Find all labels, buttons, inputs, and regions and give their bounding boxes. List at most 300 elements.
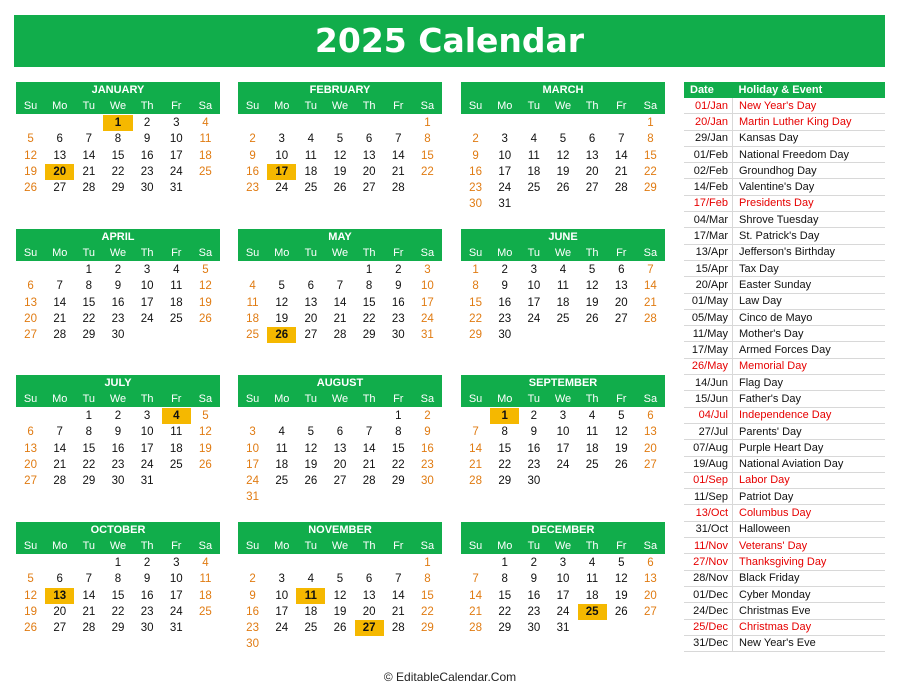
day-cell: 24 (556, 458, 570, 471)
day-cell: 3 (143, 410, 151, 422)
day-cell: 12 (556, 149, 570, 162)
day-cell: 26 (585, 312, 599, 325)
day-cell: 14 (333, 296, 347, 309)
day-cell: 17 (556, 442, 570, 455)
holiday-date: 07/Aug (684, 440, 733, 456)
day-cell: 13 (304, 296, 318, 309)
day-cell: 14 (53, 442, 67, 455)
weekday-label: Fr (171, 100, 182, 112)
holiday-name: Cinco de Mayo (733, 309, 886, 325)
day-cell: 24 (169, 165, 183, 178)
day-cell: 19 (24, 165, 37, 178)
holiday-date: 01/Feb (684, 146, 733, 162)
day-cell: 28 (469, 622, 482, 635)
day-cell: 15 (111, 589, 125, 602)
weekday-header (238, 391, 442, 407)
weekday-label: Tu (304, 540, 318, 552)
day-cell: 14 (53, 296, 67, 309)
holiday-row (684, 130, 885, 146)
weekday-label: Su (23, 540, 38, 552)
day-cell: 8 (85, 426, 93, 439)
day-cell: 21 (53, 458, 67, 471)
day-cell: 17 (140, 296, 154, 309)
day-cell: 14 (391, 149, 405, 162)
day-cell: 11 (275, 442, 288, 455)
day-cell: 17 (169, 589, 183, 602)
holiday-name: Mother's Day (733, 326, 886, 342)
holiday-date: 01/May (684, 293, 733, 309)
day-cell: 20 (644, 442, 657, 455)
day-cell: 6 (336, 426, 344, 439)
day-cell: 28 (82, 622, 96, 635)
holiday-row (684, 228, 885, 244)
day-cell: 28 (362, 475, 376, 488)
weekday-label: Sa (420, 540, 435, 552)
day-cell: 4 (588, 410, 596, 422)
day-cell: 4 (307, 573, 315, 586)
weekday-label: We (109, 393, 127, 405)
day-cell: 26 (556, 182, 570, 195)
day-cell: 8 (424, 573, 431, 586)
holiday-date: 26/May (684, 358, 733, 374)
day-cell: 19 (199, 296, 212, 309)
day-cell: 1 (424, 117, 431, 129)
weekday-label: Fr (393, 393, 404, 405)
holiday-date: 04/Jul (684, 407, 733, 423)
day-cell: 10 (556, 573, 570, 586)
weekday-label: Th (585, 393, 599, 405)
day-cell: 21 (614, 165, 628, 178)
empty-cell (461, 408, 490, 424)
day-cell: 20 (362, 605, 376, 618)
empty-cell (461, 555, 490, 571)
day-cell: 15 (362, 296, 376, 309)
day-cell: 21 (469, 605, 482, 618)
empty-cell (238, 262, 267, 278)
day-cell: 20 (24, 312, 37, 325)
day-cell: 21 (82, 165, 96, 178)
weekday-label: Th (362, 540, 376, 552)
day-cell: 17 (275, 605, 289, 618)
day-cell: 1 (472, 264, 479, 276)
day-cell: 1 (395, 410, 402, 422)
weekday-label: Th (585, 100, 599, 112)
holiday-date: 15/Apr (684, 260, 733, 276)
day-cell: 3 (249, 426, 256, 439)
day-cell: 10 (140, 280, 154, 293)
day-cell: 17 (140, 442, 154, 455)
day-cell: 21 (644, 296, 657, 309)
day-cell: 23 (498, 312, 512, 325)
holiday-name: Jefferson's Birthday (733, 244, 886, 260)
day-cell: 4 (278, 426, 285, 439)
weekday-label: We (331, 100, 349, 112)
holiday-date: 11/May (684, 326, 733, 342)
day-cell: 19 (333, 605, 347, 618)
day-cell: 9 (114, 426, 122, 439)
weekday-header (238, 245, 442, 261)
day-cell: 23 (527, 458, 541, 471)
month-name: OCTOBER (16, 522, 220, 538)
day-cell: 22 (469, 312, 482, 325)
day-cell: 21 (82, 605, 96, 618)
holiday-row (684, 472, 885, 488)
day-cell: 6 (56, 573, 63, 586)
day-cell: 23 (140, 605, 154, 618)
holiday-name: Purple Heart Day (733, 440, 886, 456)
day-cell: 19 (199, 442, 212, 455)
day-cell: 27 (24, 475, 37, 488)
weekday-label: Sa (198, 247, 213, 259)
empty-cell (519, 115, 548, 131)
day-cell: 16 (246, 165, 259, 178)
holiday-name: National Aviation Day (733, 456, 886, 472)
month-name: JULY (16, 375, 220, 391)
day-cell: 16 (246, 605, 259, 618)
day-cell: 27 (24, 329, 37, 342)
day-cell: 19 (614, 589, 628, 602)
day-cell: 17 (169, 149, 183, 162)
day-cell: 21 (469, 458, 482, 471)
day-cell: 24 (527, 312, 541, 325)
weekday-label: Fr (393, 100, 404, 112)
day-cell: 31 (421, 329, 434, 342)
weekday-label: Fr (616, 540, 627, 552)
day-cell: 25 (556, 312, 570, 325)
month-name: JANUARY (16, 82, 220, 98)
weekday-label: Th (362, 100, 376, 112)
holiday-date: 20/Apr (684, 277, 733, 293)
day-cell: 11 (586, 573, 599, 586)
day-cell: 27 (355, 620, 384, 636)
day-cell: 18 (199, 149, 212, 162)
day-cell: 8 (647, 133, 654, 146)
day-cell: 18 (246, 312, 259, 325)
day-cell: 6 (365, 133, 373, 146)
day-cell: 19 (24, 605, 37, 618)
empty-cell (45, 115, 74, 131)
day-cell: 12 (304, 442, 318, 455)
day-cell: 22 (644, 165, 657, 178)
day-cell: 25 (527, 182, 541, 195)
holiday-name: Armed Forces Day (733, 342, 886, 358)
weekday-label: Tu (82, 540, 96, 552)
holiday-name: Presidents Day (733, 195, 886, 211)
holiday-row (684, 163, 885, 179)
day-cell: 14 (362, 442, 376, 455)
day-cell: 24 (275, 182, 289, 195)
weekday-label: Th (140, 100, 154, 112)
holiday-date: 13/Apr (684, 244, 733, 260)
day-cell: 17 (246, 458, 259, 471)
empty-cell (16, 262, 45, 278)
day-cell: 20 (53, 605, 67, 618)
month-december (461, 522, 665, 636)
day-cell: 13 (362, 149, 376, 162)
weekday-label: Sa (643, 393, 658, 405)
day-cell: 13 (585, 149, 599, 162)
empty-cell (296, 408, 325, 424)
day-cell: 15 (498, 589, 512, 602)
holiday-name: Kansas Day (733, 130, 886, 146)
weekday-header (238, 538, 442, 554)
day-cell: 16 (469, 165, 482, 178)
holiday-name: Veterans' Day (733, 538, 886, 554)
weekday-label: Fr (171, 247, 182, 259)
weekday-label: We (331, 393, 349, 405)
date-column-header: Date (684, 82, 733, 98)
day-cell: 15 (644, 149, 657, 162)
day-cell: 12 (614, 573, 628, 586)
day-cell: 26 (333, 182, 347, 195)
day-cell: 22 (82, 312, 96, 325)
weekday-label: Su (468, 247, 483, 259)
day-cell: 20 (24, 458, 37, 471)
day-cell: 23 (469, 182, 482, 195)
day-cell: 11 (170, 280, 183, 293)
weekday-label: Mo (52, 393, 68, 405)
weekday-label: Sa (420, 100, 435, 112)
weekday-label: Su (245, 247, 260, 259)
day-cell: 1 (85, 264, 93, 276)
day-cell: 20 (614, 296, 628, 309)
holiday-name: Labor Day (733, 472, 886, 488)
weekday-label: We (109, 247, 127, 259)
day-cell: 25 (275, 475, 289, 488)
holiday-date: 14/Jun (684, 375, 733, 391)
day-cell: 14 (644, 280, 657, 293)
holiday-date: 24/Dec (684, 603, 733, 619)
weekday-label: We (554, 247, 572, 259)
day-cell: 15 (82, 442, 96, 455)
day-grid (16, 261, 220, 343)
holiday-name: Independence Day (733, 407, 886, 423)
day-cell: 4 (202, 557, 209, 569)
empty-cell (355, 555, 384, 571)
day-cell: 13 (24, 442, 37, 455)
holiday-date: 11/Nov (684, 538, 733, 554)
month-name: SEPTEMBER (461, 375, 665, 391)
day-cell: 6 (27, 280, 34, 293)
weekday-label: Mo (274, 247, 290, 259)
empty-cell (296, 115, 325, 131)
weekday-label: Fr (171, 393, 182, 405)
day-cell: 10 (556, 426, 570, 439)
page-title: 2025 Calendar (14, 15, 885, 67)
day-cell: 8 (424, 133, 431, 146)
day-cell: 2 (249, 573, 256, 586)
holiday-name: Memorial Day (733, 358, 886, 374)
weekday-label: Mo (52, 247, 68, 259)
holiday-date: 31/Dec (684, 635, 733, 651)
holiday-name: Groundhog Day (733, 163, 886, 179)
holiday-row (684, 489, 885, 505)
weekday-label: Th (585, 247, 599, 259)
weekday-header (461, 538, 665, 554)
empty-cell (238, 115, 267, 131)
day-cell: 29 (498, 475, 512, 488)
day-grid (16, 407, 220, 489)
day-cell: 15 (391, 442, 405, 455)
empty-cell (578, 115, 607, 131)
day-cell: 31 (246, 491, 259, 504)
day-cell: 6 (307, 280, 315, 293)
day-cell: 13 (53, 149, 67, 162)
holiday-date: 27/Jul (684, 423, 733, 439)
day-cell: 9 (114, 280, 122, 293)
day-cell: 26 (24, 622, 37, 635)
day-cell: 30 (391, 329, 405, 342)
day-cell: 29 (362, 329, 376, 342)
day-cell: 13 (45, 588, 74, 604)
day-cell: 14 (469, 442, 482, 455)
day-cell: 25 (578, 604, 607, 620)
day-cell: 22 (421, 165, 434, 178)
day-cell: 28 (614, 182, 628, 195)
day-cell: 22 (111, 165, 125, 178)
day-cell: 26 (199, 312, 212, 325)
day-cell: 19 (304, 458, 318, 471)
day-cell: 20 (45, 164, 74, 180)
day-cell: 10 (169, 573, 183, 586)
day-cell: 1 (365, 264, 373, 276)
day-cell: 16 (498, 296, 512, 309)
day-cell: 10 (275, 589, 289, 602)
holiday-row (684, 635, 885, 651)
day-cell: 3 (424, 264, 431, 276)
weekday-label: Th (362, 393, 376, 405)
day-cell: 24 (140, 458, 154, 471)
day-cell: 26 (24, 182, 37, 195)
day-cell: 30 (140, 622, 154, 635)
holiday-table-header (684, 82, 885, 98)
month-august (238, 375, 442, 506)
day-cell: 26 (333, 622, 347, 635)
day-cell: 14 (469, 589, 482, 602)
day-cell: 27 (585, 182, 599, 195)
weekday-label: We (109, 100, 127, 112)
day-cell: 23 (246, 182, 259, 195)
day-grid (238, 554, 442, 653)
day-cell: 22 (391, 458, 405, 471)
holiday-name: Halloween (733, 521, 886, 537)
day-cell: 10 (169, 133, 183, 146)
day-cell: 31 (498, 198, 512, 211)
day-cell: 1 (114, 557, 122, 569)
day-grid (461, 261, 665, 343)
day-cell: 28 (333, 329, 347, 342)
weekday-header (461, 245, 665, 261)
month-march (461, 82, 665, 213)
empty-cell (296, 555, 325, 571)
day-cell: 17 (527, 296, 541, 309)
holiday-row (684, 260, 885, 276)
empty-cell (74, 115, 103, 131)
weekday-label: Th (140, 540, 154, 552)
day-cell: 7 (395, 133, 402, 146)
day-cell: 10 (275, 149, 289, 162)
holiday-row (684, 521, 885, 537)
holiday-row (684, 423, 885, 439)
day-cell: 18 (585, 442, 599, 455)
weekday-label: We (554, 100, 572, 112)
weekday-header (461, 98, 665, 114)
holiday-name: Black Friday (733, 570, 886, 586)
holiday-name: New Year's Eve (733, 635, 886, 651)
day-grid (461, 554, 665, 636)
weekday-label: Su (245, 393, 260, 405)
day-cell: 3 (530, 264, 538, 276)
month-name: FEBRUARY (238, 82, 442, 98)
day-grid (16, 114, 220, 196)
empty-cell (384, 115, 413, 131)
empty-cell (267, 262, 296, 278)
day-cell: 5 (27, 573, 34, 586)
weekday-label: Fr (393, 247, 404, 259)
day-cell: 31 (169, 182, 183, 195)
empty-cell (16, 115, 45, 131)
day-cell: 4 (162, 408, 191, 424)
day-cell: 1 (85, 410, 93, 422)
day-cell: 3 (143, 264, 151, 276)
day-cell: 22 (111, 605, 125, 618)
holiday-date: 29/Jan (684, 130, 733, 146)
day-cell: 11 (199, 133, 212, 146)
empty-cell (238, 555, 267, 571)
holiday-date: 01/Sep (684, 472, 733, 488)
day-cell: 6 (365, 573, 373, 586)
day-cell: 16 (111, 442, 125, 455)
day-cell: 10 (421, 280, 434, 293)
day-cell: 30 (111, 329, 125, 342)
day-grid (461, 407, 665, 489)
day-cell: 5 (202, 410, 209, 422)
day-cell: 3 (501, 133, 508, 146)
day-cell: 8 (501, 426, 508, 439)
empty-cell (16, 555, 45, 571)
holiday-row (684, 146, 885, 162)
holiday-name: Christmas Day (733, 619, 886, 635)
holiday-name: Tax Day (733, 260, 886, 276)
empty-cell (16, 408, 45, 424)
day-cell: 12 (585, 280, 599, 293)
day-cell: 19 (585, 296, 599, 309)
day-cell: 5 (559, 133, 567, 146)
day-cell: 2 (501, 264, 508, 276)
weekday-label: Fr (616, 393, 627, 405)
month-october (16, 522, 220, 636)
day-cell: 3 (559, 410, 567, 422)
weekday-header (16, 538, 220, 554)
day-cell: 1 (501, 557, 508, 569)
day-cell: 24 (140, 312, 154, 325)
day-cell: 24 (421, 312, 434, 325)
empty-cell (45, 262, 74, 278)
empty-cell (325, 555, 354, 571)
day-cell: 8 (395, 426, 402, 439)
day-cell: 11 (199, 573, 212, 586)
day-cell: 2 (114, 410, 122, 422)
day-cell: 17 (556, 589, 570, 602)
day-cell: 9 (395, 280, 402, 293)
holiday-date: 13/Oct (684, 505, 733, 521)
day-cell: 16 (111, 296, 125, 309)
weekday-label: Sa (198, 540, 213, 552)
day-cell: 11 (527, 149, 540, 162)
day-cell: 28 (391, 622, 405, 635)
day-cell: 8 (472, 280, 479, 293)
holiday-name: Father's Day (733, 391, 886, 407)
